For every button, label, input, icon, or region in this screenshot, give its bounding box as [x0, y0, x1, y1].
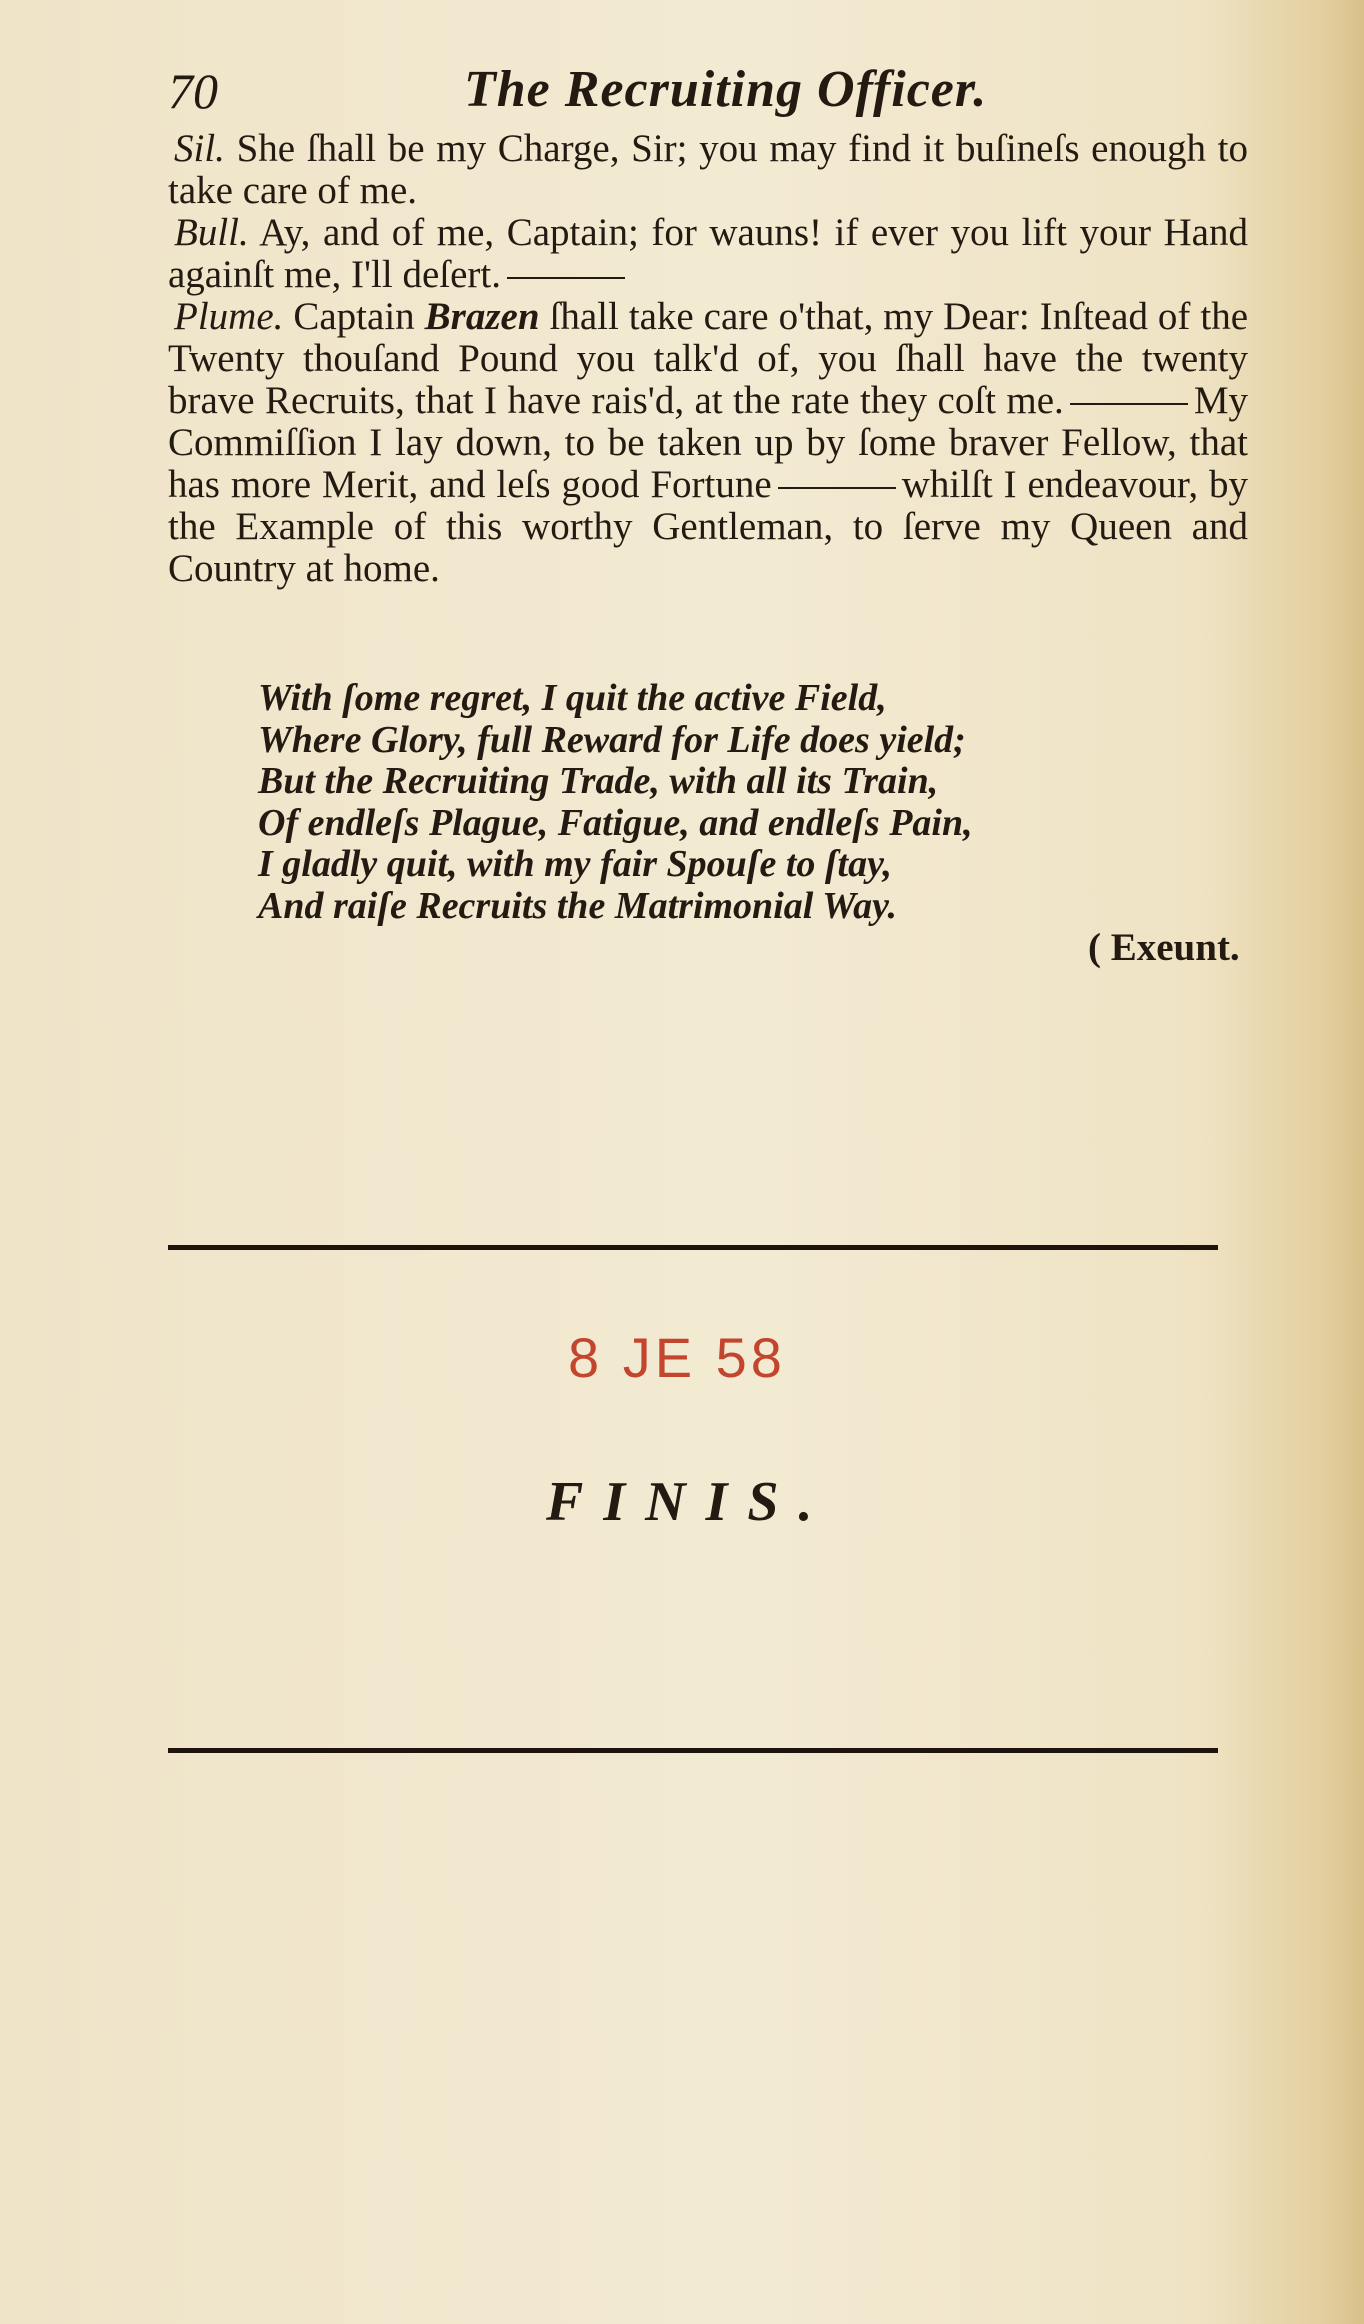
verse-line: But the Recruiting Trade, with all its Train,	[258, 760, 939, 802]
page-number: 70	[168, 63, 218, 119]
speech-text: My Commiſſion I lay down, to be taken up by ſome braver Fellow, that has more Merit, and leſs good Fortune	[168, 379, 1248, 506]
verse-line: Of endleſs Plague, Fatigue, and endleſs Pain,	[258, 801, 973, 844]
page-header	[168, 58, 1248, 128]
speaker-label: Bull.	[174, 211, 249, 254]
verse-line: Where Glory, full Reward for Life does yield;	[258, 718, 966, 761]
divider-rule	[168, 1245, 1218, 1250]
em-dash	[1070, 403, 1188, 405]
em-dash	[507, 277, 625, 279]
speech-bullock	[168, 212, 1248, 296]
speech-text: Captain	[293, 295, 415, 338]
speech-text: whilſt I endeavour, by the Example of this worthy Gentleman, to ſerve my Queen and Country at home.	[168, 463, 1248, 590]
finis-title: FINIS.	[546, 1471, 833, 1533]
running-title: The Recruiting Officer.	[464, 61, 988, 118]
stage-direction-exeunt: ( Exeunt.	[1088, 926, 1240, 969]
library-date-stamp: 8 JE 58	[568, 1326, 786, 1389]
speech-text: Ay, and of me, Captain; for wauns! if ever you lift your Hand againſt me, I'll deſert.	[168, 211, 1248, 296]
speaker-label: Plume.	[174, 295, 284, 338]
speaker-label: Sil.	[174, 127, 225, 170]
verse-line: With ſome regret, I quit the active Field,	[258, 677, 887, 719]
dialogue-block	[168, 128, 1248, 590]
divider-rule	[168, 1748, 1218, 1753]
speech-silvia	[168, 128, 1248, 212]
speech-text: She ſhall be my Charge, Sir; you may find it buſineſs enough to take care of me.	[168, 127, 1248, 212]
verse-line: And raiſe Recruits the Matrimonial Way.	[258, 884, 898, 927]
character-name: Brazen	[424, 295, 540, 338]
speech-plume	[168, 296, 1248, 590]
closing-verse	[258, 678, 1238, 927]
speech-text: ſhall take care o'that, my Dear: Inſtead of the Twenty thouſand Pound you talk'd of, you ſhall have the twenty brave Recruits, that I have rais'd, at the rate they coſt me.	[168, 295, 1249, 422]
em-dash	[778, 487, 896, 489]
verse-line: I gladly quit, with my fair Spouſe to ſtay,	[258, 843, 893, 885]
